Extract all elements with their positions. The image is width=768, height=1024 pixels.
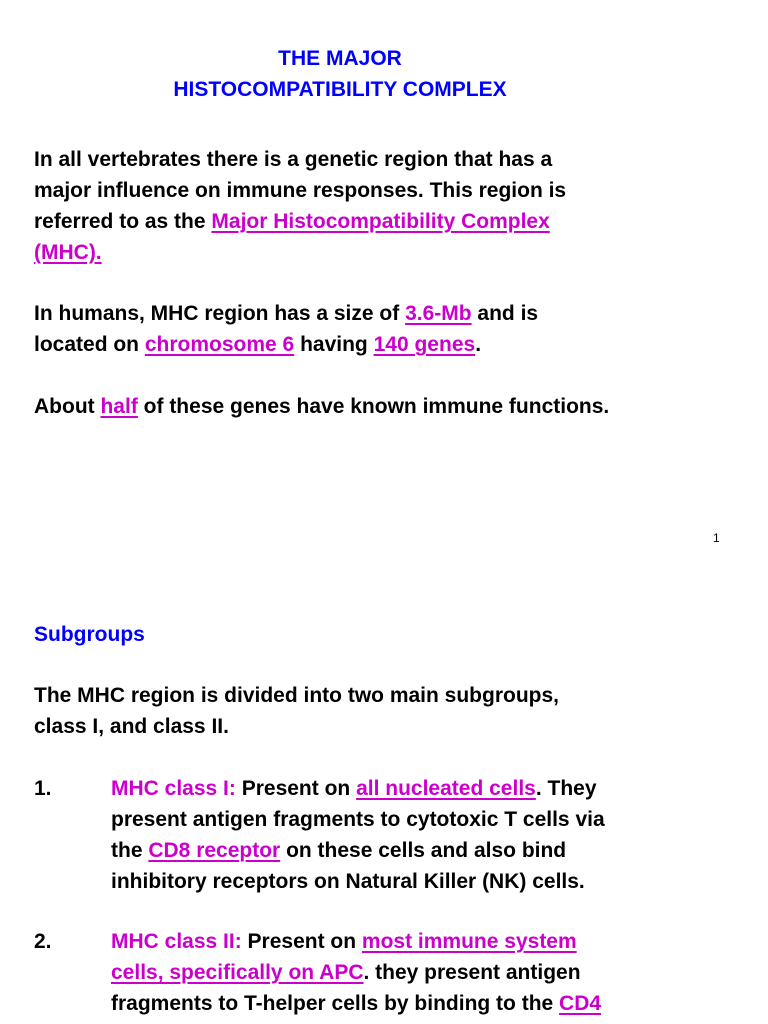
class-i-line-4: inhibitory receptors on Natural Killer (NK) cells. xyxy=(111,870,585,893)
class-ii-line-1 xyxy=(111,926,577,957)
half-line-prefix: About xyxy=(34,395,101,418)
class-ii-line-2-suffix: . they present antigen xyxy=(363,961,581,984)
mhc-abbreviation-link[interactable]: (MHC). xyxy=(34,241,102,264)
class-i-line-3-prefix: the xyxy=(111,839,149,862)
subgroups-intro-line-1: The MHC region is divided into two main subgroups, xyxy=(34,684,560,707)
humans-line-1 xyxy=(34,298,538,329)
apc-link[interactable]: cells, specifically on APC xyxy=(111,961,364,984)
document-title-line-2: HISTOCOMPATIBILITY COMPLEX xyxy=(173,78,507,101)
intro-line-4 xyxy=(34,237,102,268)
class-i-line-3-suffix: on these cells and also bind xyxy=(280,839,567,862)
intro-line-3-text: referred to as the xyxy=(34,210,212,233)
humans-line-1-text: In humans, MHC region has a size of xyxy=(34,302,406,325)
humans-line-2-suffix: . xyxy=(475,333,482,356)
humans-line-2-mid: having xyxy=(294,333,374,356)
subgroups-heading: Subgroups xyxy=(34,623,145,646)
class-i-line-1-suffix: . They xyxy=(535,777,597,800)
intro-line-2: major influence on immune responses. This region is xyxy=(34,179,567,202)
class-ii-line-3 xyxy=(111,988,601,1019)
class-ii-label: MHC class II: xyxy=(111,930,242,953)
class-ii-line-3-prefix: fragments to T-helper cells by binding to the xyxy=(111,992,560,1015)
class-i-line-2: present antigen fragments to cytotoxic T cells via xyxy=(111,808,605,831)
half-line-suffix: of these genes have known immune functions. xyxy=(137,395,610,418)
class-i-line-1 xyxy=(111,773,597,804)
half-line xyxy=(34,391,609,422)
cd8-receptor-link[interactable]: CD8 receptor xyxy=(148,839,281,862)
list-item-number: 1. xyxy=(34,777,52,800)
genes-link[interactable]: 140 genes xyxy=(373,333,476,356)
chromosome-link[interactable]: chromosome 6 xyxy=(144,333,295,356)
immune-system-link[interactable]: most immune system xyxy=(361,930,577,953)
humans-line-1-suffix: and is xyxy=(471,302,539,325)
page-number: 1 xyxy=(713,531,720,545)
intro-line-1: In all vertebrates there is a genetic region that has a xyxy=(34,148,553,171)
nucleated-cells-link[interactable]: all nucleated cells xyxy=(356,777,536,800)
cd4-link[interactable]: CD4 xyxy=(559,992,602,1015)
document-title-line-1: THE MAJOR xyxy=(278,47,402,70)
class-i-label: MHC class I: xyxy=(111,777,236,800)
class-ii-line-2 xyxy=(111,957,581,988)
intro-line-3 xyxy=(34,206,550,237)
half-link[interactable]: half xyxy=(100,395,138,418)
humans-line-2 xyxy=(34,329,481,360)
class-i-line-3 xyxy=(111,835,566,866)
list-item-number: 2. xyxy=(34,930,52,953)
humans-line-2-text: located on xyxy=(34,333,145,356)
class-i-line-1-mid: Present on xyxy=(235,777,357,800)
class-ii-line-1-mid: Present on xyxy=(241,930,362,953)
mhc-link[interactable]: Major Histocompatibility Complex xyxy=(211,210,550,233)
size-link[interactable]: 3.6-Mb xyxy=(405,302,472,325)
subgroups-intro-line-2: class I, and class II. xyxy=(34,715,229,738)
